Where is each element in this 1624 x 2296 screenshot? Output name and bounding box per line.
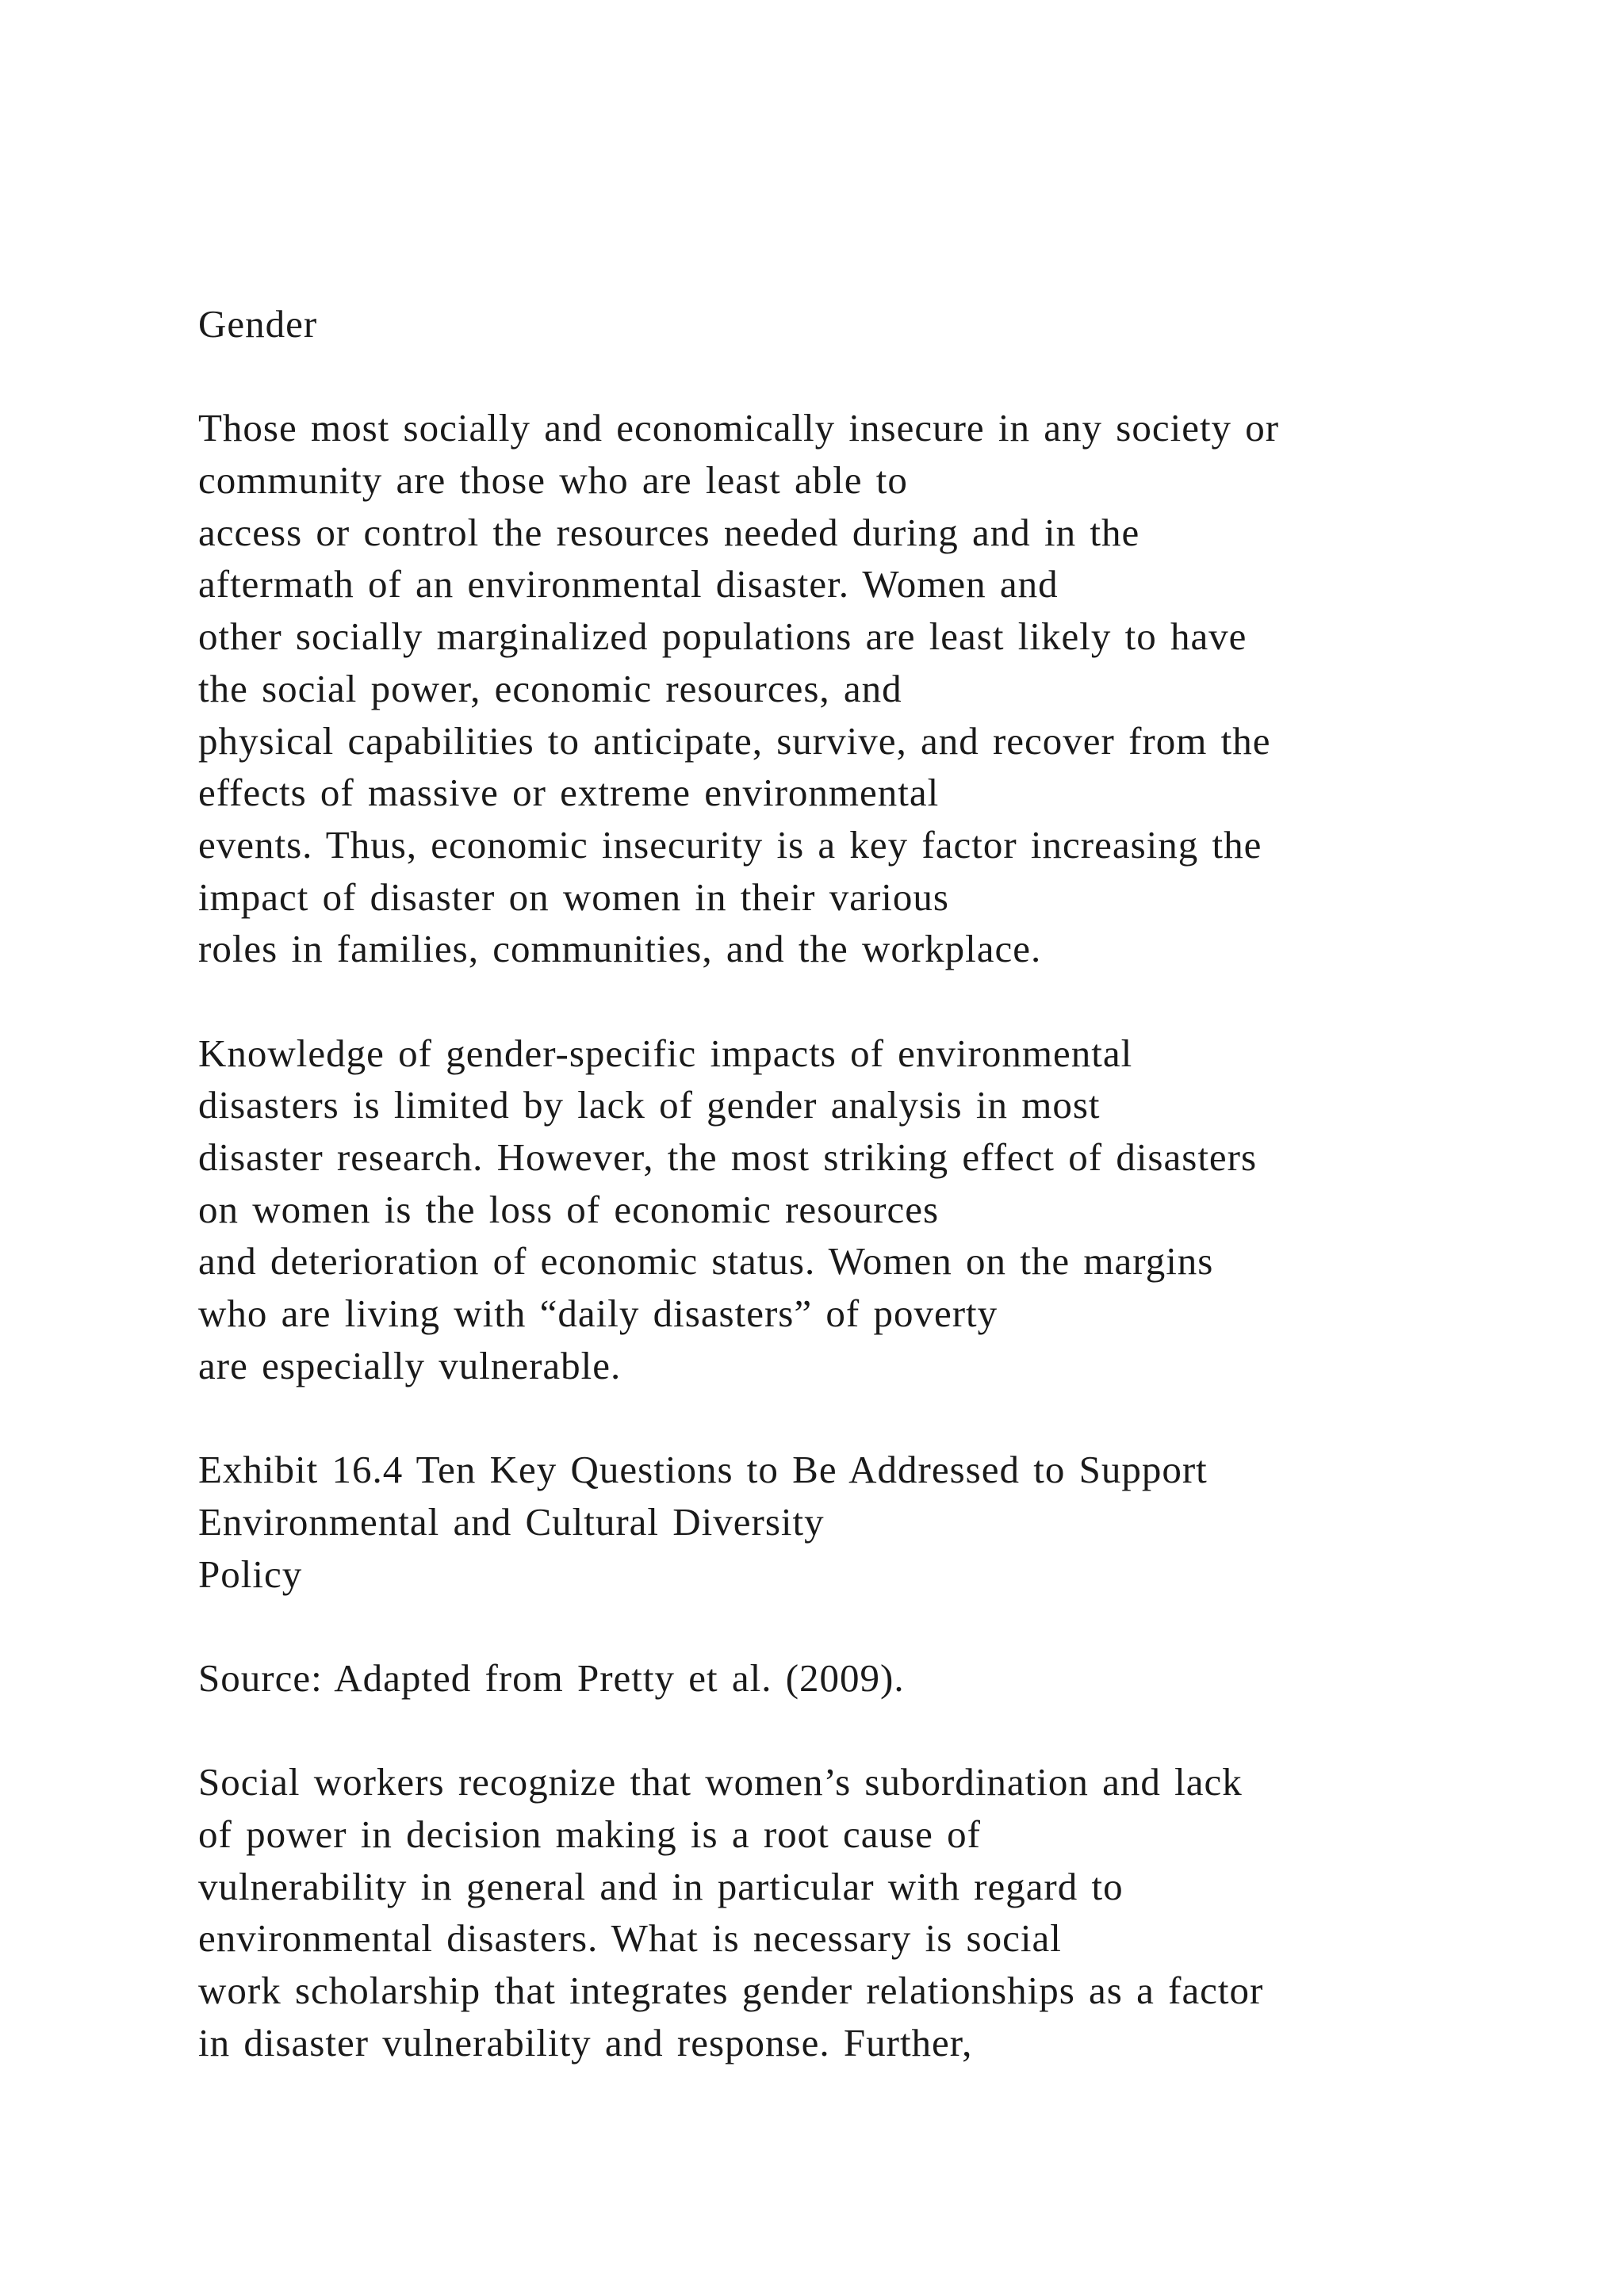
text-line: are especially vulnerable.	[198, 1343, 622, 1387]
text-line: Exhibit 16.4 Ten Key Questions to Be Addressed to Support	[198, 1448, 1208, 1492]
paragraph-gap	[198, 350, 1467, 403]
text-line: work scholarship that integrates gender relationships as a factor	[198, 1969, 1264, 2012]
text-line: aftermath of an environmental disaster. Women and	[198, 562, 1059, 607]
text-line: disasters is limited by lack of gender analysis in most	[198, 1083, 1101, 1127]
text-line: who are living with “daily disasters” of poverty	[198, 1292, 998, 1336]
text-line: other socially marginalized populations are least likely to have	[198, 614, 1247, 659]
text-line: the social power, economic resources, and	[198, 666, 902, 710]
text-line: Social workers recognize that women’s subordination and lack	[198, 1760, 1243, 1804]
text-line: Those most socially and economically insecure in any society or	[198, 406, 1280, 450]
text-line: on women is the loss of economic resources	[198, 1187, 940, 1231]
text-line: roles in families, communities, and the workplace.	[198, 927, 1042, 971]
paragraph-gap	[198, 1391, 1467, 1444]
text-line: access or control the resources needed during and in the	[198, 510, 1140, 554]
paragraph-gap	[198, 1705, 1467, 1757]
text-line: Policy	[198, 1552, 303, 1596]
document-body	[198, 298, 1467, 2068]
text-line: disaster research. However, the most striking effect of disasters	[198, 1135, 1258, 1179]
text-line: in disaster vulnerability and response. Further,	[198, 2020, 973, 2064]
text-line: impact of disaster on women in their various	[198, 874, 949, 919]
text-line: Environmental and Cultural Diversity	[198, 1499, 825, 1544]
text-line: of power in decision making is a root cause of	[198, 1812, 981, 1856]
text-line: physical capabilities to anticipate, survive, and recover from the	[198, 718, 1271, 763]
exhibit-caption	[198, 1444, 1467, 1600]
paragraph-social-workers	[198, 1756, 1467, 2068]
text-line: environmental disasters. What is necessary is social	[198, 1916, 1062, 1961]
paragraph-gender-knowledge	[198, 1027, 1467, 1392]
paragraph-economic-insecurity	[198, 402, 1467, 975]
text-line: effects of massive or extreme environmental	[198, 771, 940, 815]
text-line: events. Thus, economic insecurity is a key factor increasing the	[198, 822, 1262, 867]
text-line: community are those who are least able to	[198, 458, 908, 503]
section-heading: Gender	[198, 302, 318, 346]
text-line: vulnerability in general and in particular with regard to	[198, 1864, 1124, 1908]
paragraph-gap	[198, 975, 1467, 1027]
paragraph-gap	[198, 1600, 1467, 1652]
text-line: Knowledge of gender-specific impacts of environmental	[198, 1031, 1133, 1075]
source-citation: Source: Adapted from Pretty et al. (2009).	[198, 1655, 905, 1700]
text-line: and deterioration of economic status. Women on the margins	[198, 1239, 1214, 1284]
